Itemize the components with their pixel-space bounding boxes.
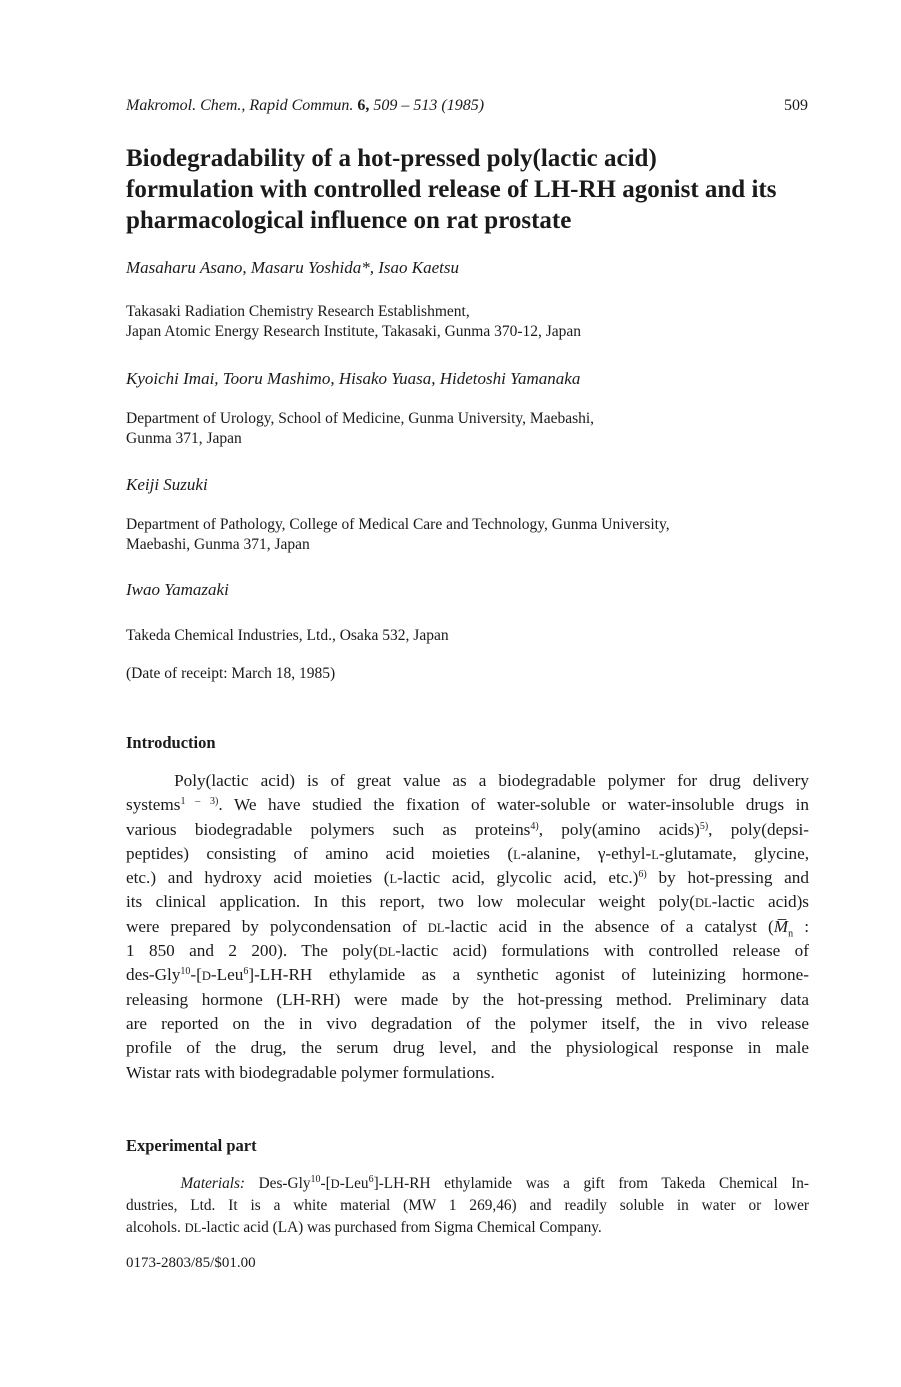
author-list: Keiji Suzuki [126,475,208,494]
affiliation: Department of Urology, School of Medicine, Gunma University, Maebashi, Gunma 371, Japan [126,410,595,447]
affiliation: Takeda Chemical Industries, Ltd., Osaka 532, Japan [126,627,449,644]
intro-line: Wistar rats with biodegradable polymer formulations. [126,1062,495,1082]
author-list: Kyoichi Imai, Tooru Mashimo, Hisako Yuasa, Hidetoshi Yamanaka [126,369,581,388]
title-line: Biodegradability of a hot-pressed poly(lactic acid) [126,145,657,172]
affiliation: Takasaki Radiation Chemistry Research Establishment, Japan Atomic Energy Research Institute, Takasaki, Gunma 370-12, Japan [126,303,582,340]
introduction-body [126,769,809,1085]
intro-line: its clinical application. In this report, two low molecular weight poly(DL-lactic acid)s [126,892,809,912]
intro-line: des-Gly$^{10}$-[D-Leu$^6$]-LH-RH ethylamide as a synthetic agonist of luteinizing hormone- [126,965,809,985]
intro-line: etc.) and hydroxy acid moieties (L-lactic acid, glycolic acid, etc.)$^{6)}$ by hot-pressing and [126,868,809,888]
intro-line: peptides) consisting of amino acid moieties (L-alanine, γ-ethyl-L-glutamate, glycine, [126,843,809,863]
materials-paragraph [126,1173,809,1239]
intro-line: profile of the drug, the serum drug level, and the physiological response in male [126,1038,809,1058]
author-list: Iwao Yamazaki [126,580,229,599]
affiliation: Department of Pathology, College of Medical Care and Technology, Gunma University, Maebashi, Gunma 371, Japan [126,516,670,553]
intro-line: Poly(lactic acid) is of great value as a biodegradable polymer for drug delivery [174,771,810,790]
materials-line: alcohols. DL-lactic acid (LA) was purchased from Sigma Chemical Company. [126,1219,602,1236]
journal-citation: Makromol. Chem., Rapid Commun. 6, 509 – 513 (1985) [126,97,485,114]
intro-line: are reported on the in vivo degradation of the polymer itself, the in vivo release [126,1013,809,1033]
materials-line: Materials: Des-Gly$^{10}$-[D-Leu$^6$]-LH-RH ethylamide was a gift from Takeda Chemical In- [180,1174,810,1192]
intro-line: 1 850 and 2 200). The poly(DL-lactic acid) formulations with controlled release of [126,941,809,961]
intro-line: were prepared by polycondensation of DL-lactic acid in the absence of a catalyst ($M̅_n$ : [126,916,809,940]
title-line: formulation with controlled release of LH-RH agonist and its [126,176,777,203]
article-title [126,143,846,236]
section-heading-experimental: Experimental part [126,1136,257,1155]
author-list: Masaharu Asano, Masaru Yoshida*, Isao Kaetsu [126,258,459,277]
receipt-date: (Date of receipt: March 18, 1985) [126,665,336,682]
intro-line: systems$^{1 - 3)}$. We have studied the fixation of water-soluble or water-insoluble drugs in [126,795,809,815]
intro-line: various biodegradable polymers such as proteins$^{4)}$, poly(amino acids)$^{5)}$, poly(depsi- [126,819,809,839]
intro-line: releasing hormone (LH-RH) were made by the hot-pressing method. Preliminary data [126,989,809,1009]
title-line: pharmacological influence on rat prostate [126,207,572,234]
issn-price-code: 0173-2803/85/$01.00 [126,1255,256,1271]
page-number: 509 [784,97,808,114]
materials-line: dustries, Ltd. It is a white material (MW 1 269,46) and readily soluble in water or lower [126,1197,809,1214]
section-heading-introduction: Introduction [126,733,216,752]
